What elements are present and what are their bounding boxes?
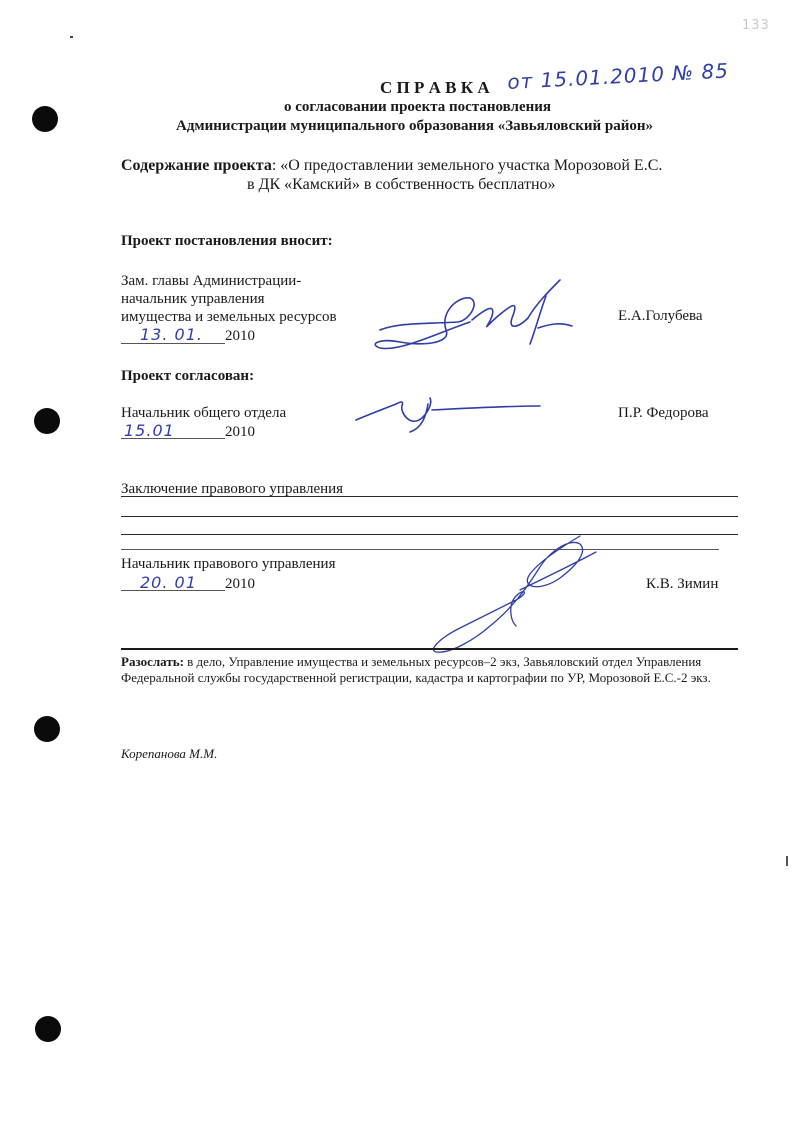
submitter-position-1: Зам. главы Администрации- [121,273,302,289]
submitter-position-2: начальник управления [121,291,265,307]
distribution-line-2: Федеральной службы государственной регистрации, кадастра и картографии по УР, Морозовой Е.С.-2 экз. [121,670,711,685]
legal-position: Начальник правового управления [121,556,336,572]
content-text-1: : «О предоставлении земельного участка Морозовой Е.С. [271,157,663,174]
signature-fedorova [350,388,550,438]
signature-golubeva [360,272,600,362]
distribution-label: Разослать: [121,654,184,669]
approval-date-year: 2010 [225,424,255,440]
submitter-name: Е.А.Голубева [618,308,703,324]
submitter-date-handwritten: 13. 01. [140,325,203,344]
approval-position: Начальник общего отдела [121,405,287,421]
punch-hole [34,408,60,434]
legal-date-year: 2010 [225,576,255,592]
legal-name: К.В. Зимин [646,576,719,592]
scan-mark [786,856,788,866]
scan-mark [70,36,73,38]
approval-heading: Проект согласован: [121,368,255,384]
content-line-1 [121,157,662,175]
conclusion-line-1 [121,496,738,497]
legal-conclusion-label: Заключение правового управления [121,481,344,497]
distribution-text-1: в дело, Управление имущества и земельных ресурсов–2 экз, Завьяловский отдел Управления [183,654,702,669]
distribution-separator [121,648,738,650]
distribution-line-1 [121,654,701,670]
content-label: Содержание проекта [121,157,272,174]
prepared-by: Корепанова М.М. [121,746,218,761]
handwritten-date-number: от 15.01.2010 № 85 [506,58,730,94]
subtitle-line-2: Администрации муниципального образования «Завьяловский район» [176,118,654,134]
legal-date-handwritten: 20. 01 [140,573,197,592]
punch-hole [32,106,58,132]
content-line-2: в ДК «Камский» в собственность бесплатно» [247,176,556,193]
submitter-heading: Проект постановления вносит: [121,233,333,249]
punch-hole [34,716,60,742]
conclusion-line-2 [121,516,738,517]
document-title: С П Р А В К А [380,78,490,97]
submitter-date-year: 2010 [225,328,255,344]
approval-date-handwritten: 15.01 [124,421,175,440]
approval-name: П.Р. Федорова [618,405,709,421]
page-number-mark: 133 [742,18,770,33]
punch-hole [35,1016,61,1042]
subtitle-line-1: о согласовании проекта постановления [284,99,552,115]
submitter-position-3: имущества и земельных ресурсов [121,309,337,325]
